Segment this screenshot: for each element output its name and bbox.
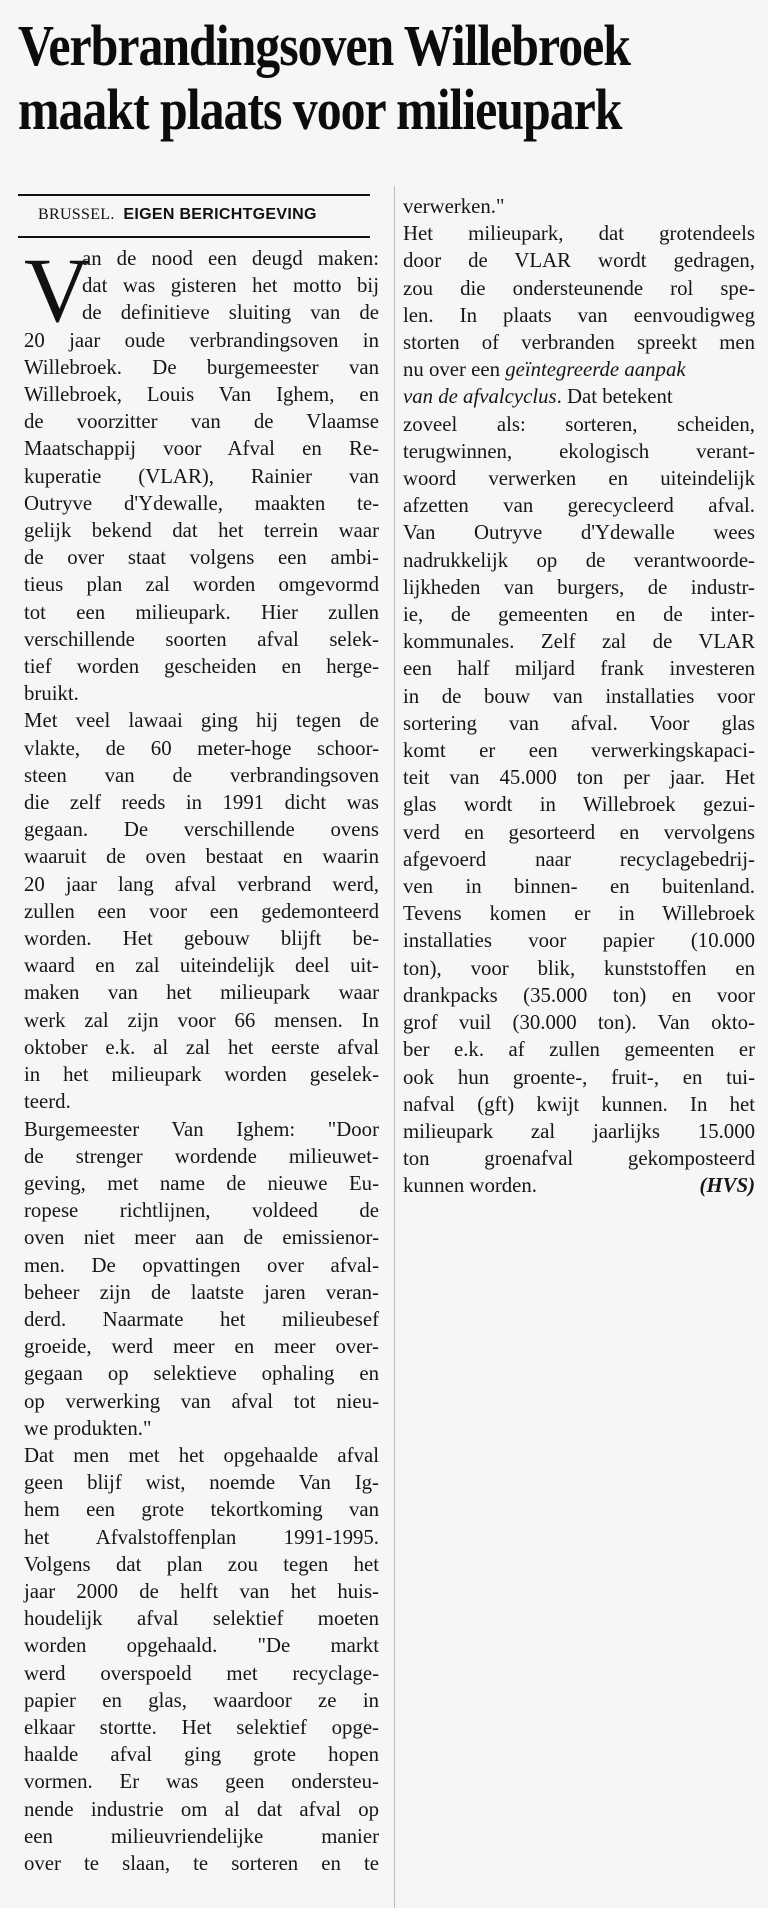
- column-right: [403, 193, 755, 1200]
- text-line: over te slaan, te sorteren en te: [24, 1851, 379, 1875]
- byline-place: BRUSSEL.: [38, 206, 115, 223]
- text-line: de definitieve sluiting van de: [82, 301, 379, 325]
- text-line: haalde afval ging grote hopen: [24, 1743, 379, 1767]
- text-line: op verwerking van afval tot nieu-: [24, 1389, 379, 1413]
- text-line: geving, met name de nieuwe Eu-: [24, 1171, 379, 1195]
- text-line: storten of verbranden spreekt men: [403, 331, 755, 355]
- text-line: Het milieupark, dat grotendeels: [403, 222, 755, 246]
- text-line: vormen. Er was geen ondersteu-: [24, 1770, 379, 1794]
- text-line: men. De opvattingen over afval-: [24, 1253, 379, 1277]
- byline-rule-bottom: [18, 236, 370, 238]
- text-line: tief worden gescheiden en herge-: [24, 655, 379, 679]
- text-line: jaar 2000 de helft van het huis-: [24, 1579, 379, 1603]
- text-line: Maatschappij voor Afval en Re-: [24, 437, 379, 461]
- text-line: beheer zijn de laatste jaren veran-: [24, 1280, 379, 1304]
- text-line: verschillende soorten afval selek-: [24, 627, 379, 651]
- text-line: teit van 45.000 ton per jaar. Het: [403, 766, 755, 790]
- text-line: nafval (gft) kwijt kunnen. In het: [403, 1092, 755, 1116]
- text-line: gegaan op selektieve ophaling en: [24, 1362, 379, 1386]
- text-line: verwerken.": [403, 195, 505, 218]
- text-line: afgevoerd naar recyclagebedrij-: [403, 847, 755, 871]
- text-line: een milieuvriendelijke manier: [24, 1824, 379, 1848]
- italic-phrase: geïntegreerde aanpak: [505, 358, 686, 382]
- text-line: zoveel als: sorteren, scheiden,: [403, 412, 755, 436]
- italic-phrase: van de afvalcyclus: [403, 385, 557, 409]
- text-line: Dat men met het opgehaalde afval: [24, 1443, 379, 1467]
- text-line: de voorzitter van de Vlaamse: [24, 410, 379, 434]
- text-line: 20 jaar lang afval verbrand werd,: [24, 872, 379, 896]
- byline: [38, 206, 317, 224]
- text-line: komt er een verwerkingskapaci-: [403, 739, 755, 763]
- text-line: elkaar stortte. Het selektief opge-: [24, 1715, 379, 1739]
- text-fragment: . Dat betekent: [556, 385, 673, 409]
- text-line: ropese richtlijnen, voldeed de: [24, 1199, 379, 1223]
- text-line: zou die ondersteunende rol spe-: [403, 276, 755, 300]
- text-line: we produkten.": [24, 1416, 152, 1440]
- text-line: tieus plan zal worden omgevormd: [24, 573, 379, 597]
- text-line: tot een milieupark. Hier zullen: [24, 600, 379, 624]
- text-line: waaruit de oven bestaat en waarin: [24, 845, 379, 869]
- text-line: len. In plaats van eenvoudigweg: [403, 303, 755, 327]
- text-line: installaties voor papier (10.000: [403, 929, 755, 953]
- text-line: gegaan. De verschillende ovens: [24, 818, 379, 842]
- text-line: steen van de verbrandingsoven: [24, 763, 379, 787]
- text-line: Van Outryve d'Ydewalle wees: [403, 521, 755, 545]
- headline-line: maakt plaats voor milieupark: [18, 77, 622, 142]
- text-line: ton), voor blik, kunststoffen en: [403, 956, 755, 980]
- text-line: nadrukkelijk op de verantwoorde-: [403, 548, 755, 572]
- text-line: in het milieupark worden geselek-: [24, 1063, 379, 1087]
- text-line: een half miljard frank investeren: [403, 657, 755, 681]
- text-line: werd overspoeld met recyclage-: [24, 1661, 379, 1685]
- text-line: [403, 1172, 755, 1199]
- text-line: de over staat volgens een ambi-: [24, 546, 379, 570]
- text-line: ven in binnen- en buitenland.: [403, 875, 755, 899]
- text-line: de strenger wordende milieuwet-: [24, 1144, 379, 1168]
- text-fragment: nu over een: [403, 358, 501, 382]
- text-line: geen blijf wist, noemde Van Ig-: [24, 1471, 379, 1495]
- text-line: Willebroek. De burgemeester van: [24, 355, 379, 379]
- text-line: gelijk bekend dat het terrein waar: [24, 519, 379, 543]
- text-line: [403, 356, 755, 383]
- text-line: afzetten van gerecycleerd afval.: [403, 494, 755, 518]
- byline-rule-top: [18, 194, 370, 196]
- text-line: worden. Het gebouw blijft be-: [24, 927, 379, 951]
- column-left: [24, 239, 379, 1877]
- text-line: Burgemeester Van Ighem: "Door: [24, 1117, 379, 1141]
- text-line: milieupark zal jaarlijks 15.000: [403, 1119, 755, 1143]
- text-line: door de VLAR wordt gedragen,: [403, 249, 755, 273]
- text-line: maken van het milieupark waar: [24, 981, 379, 1005]
- text-line: in de bouw van installaties voor: [403, 684, 755, 708]
- text-line: kuperatie (VLAR), Rainier van: [24, 464, 379, 488]
- text-line: lijkheden van burgers, de industr-: [403, 575, 755, 599]
- text-line: werk zal zijn voor 66 mensen. In: [24, 1008, 379, 1032]
- text-line: waard en zal uiteindelijk deel uit-: [24, 954, 379, 978]
- headline: [18, 14, 650, 142]
- text-line: houdelijk afval selektief moeten: [24, 1607, 379, 1631]
- text-line: drankpacks (35.000 ton) en voor: [403, 983, 755, 1007]
- headline-line: Verbrandingsoven Willebroek: [18, 13, 630, 78]
- text-line: verd en gesorteerd en vervolgens: [403, 820, 755, 844]
- text-line: teerd.: [24, 1090, 71, 1114]
- byline-source: EIGEN BERICHTGEVING: [123, 206, 317, 223]
- text-line: groeide, werd meer en meer over-: [24, 1335, 379, 1359]
- text-line: ber e.k. af zullen gemeenten er: [403, 1038, 755, 1062]
- text-line: oktober e.k. al zal het eerste afval: [24, 1035, 379, 1059]
- text-line: derd. Naarmate het milieubesef: [24, 1307, 379, 1331]
- text-line: papier en glas, waardoor ze in: [24, 1688, 379, 1712]
- text-line: ie, de gemeenten en de inter-: [403, 603, 755, 627]
- text-line: ton groenafval gekomposteerd: [403, 1147, 755, 1171]
- text-line: worden opgehaald. "De markt: [24, 1634, 379, 1658]
- text-line: het Afvalstoffenplan 1991-1995.: [24, 1525, 379, 1549]
- text-line: [403, 383, 755, 410]
- text-line: woord verwerken en uiteindelijk: [403, 467, 755, 491]
- text-line: grof vuil (30.000 ton). Van okto-: [403, 1011, 755, 1035]
- text-line: nende industrie om al dat afval op: [24, 1797, 379, 1821]
- author-initials: (HVS): [699, 1174, 755, 1198]
- text-line: terugwinnen, ekologisch verant-: [403, 439, 755, 463]
- drop-cap: V: [24, 239, 91, 341]
- text-line: Met veel lawaai ging hij tegen de: [24, 709, 379, 733]
- text-line: glas wordt in Willebroek gezui-: [403, 793, 755, 817]
- text-fragment: kunnen worden.: [403, 1174, 537, 1198]
- text-line: an de nood een deugd maken:: [82, 247, 379, 270]
- text-line: zullen een voor een gedemonteerd: [24, 899, 379, 923]
- text-line: hem een grote tekortkoming van: [24, 1498, 379, 1522]
- text-line: 20 jaar oude verbrandingsoven in: [24, 328, 379, 352]
- column-divider: [394, 186, 395, 1908]
- text-line: Willebroek, Louis Van Ighem, en: [24, 383, 379, 407]
- text-line: vlakte, de 60 meter-hoge schoor-: [24, 736, 379, 760]
- text-line: kommunales. Zelf zal de VLAR: [403, 630, 755, 654]
- text-line: die zelf reeds in 1991 dicht was: [24, 791, 379, 815]
- text-line: dat was gisteren het motto bij: [82, 274, 379, 298]
- text-line: Volgens dat plan zou tegen het: [24, 1552, 379, 1576]
- text-line: Outryve d'Ydewalle, maakten te-: [24, 491, 379, 515]
- text-line: sortering van afval. Voor glas: [403, 711, 755, 735]
- text-line: bruikt.: [24, 682, 79, 706]
- text-line: Tevens komen er in Willebroek: [403, 902, 755, 926]
- text-line: ook hun groente-, fruit-, en tui-: [403, 1065, 755, 1089]
- text-line: oven niet meer aan de emissienor-: [24, 1226, 379, 1250]
